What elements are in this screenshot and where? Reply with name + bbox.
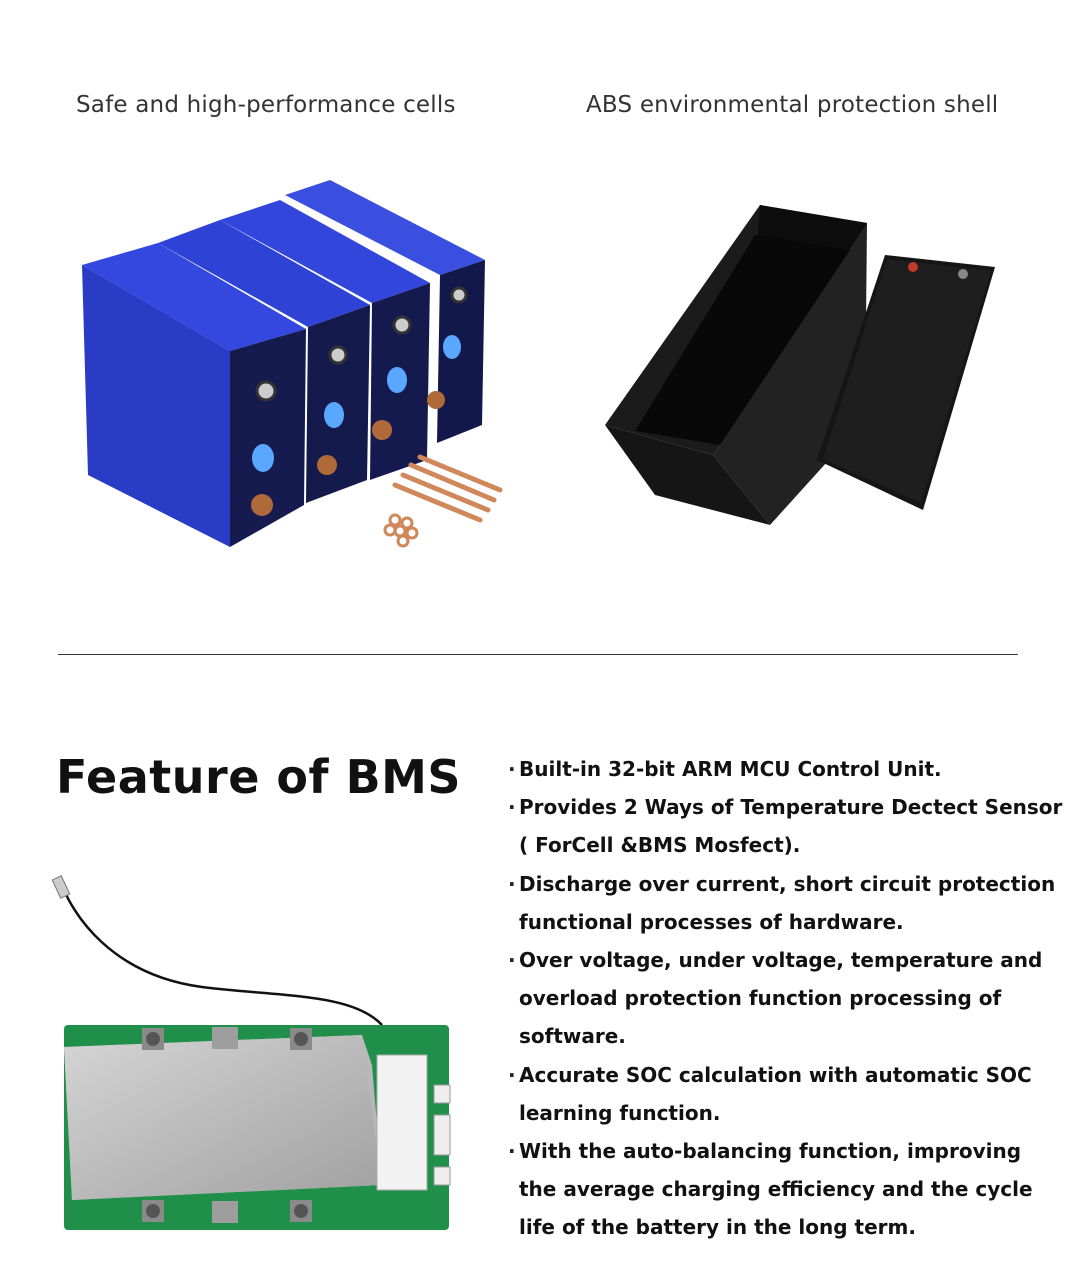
feature-text: functional processes of hardware. [519,909,904,934]
bms-board-image [52,875,457,1235]
feature-bullet: · [508,871,516,896]
feature-item [508,788,1068,864]
section-divider [58,654,1018,655]
feature-text: Discharge over current, short circuit protection [519,871,1056,896]
feature-item [508,865,1068,941]
feature-bullet: · [508,757,516,781]
feature-text: ( ForCell &BMS Mosfect). [519,833,801,858]
feature-bullet: · [508,1062,516,1087]
feature-text: life of the battery in the long term. [519,1215,916,1240]
bms-feature-list [508,750,1068,1247]
feature-text: the average charging efficiency and the cycle [519,1177,1033,1202]
bms-title: Feature of BMS [56,750,462,804]
feature-item [508,941,1068,1056]
feature-text: With the auto-balancing function, improving [519,1139,1022,1164]
feature-text: Accurate SOC calculation with automatic SOC [519,1062,1032,1087]
feature-bullet: · [508,1139,516,1164]
feature-bullet: · [508,948,516,973]
feature-text: Over voltage, under voltage, temperature and [519,948,1043,973]
feature-text: overload protection function processing of [519,986,1002,1011]
cells-caption: Safe and high-performance cells [76,92,456,118]
feature-item [508,1132,1068,1247]
shell-caption: ABS environmental protection shell [586,92,999,118]
feature-text: Built-in 32-bit ARM MCU Control Unit. [519,757,942,781]
feature-bullet: · [508,795,516,820]
feature-text: software. [519,1024,626,1049]
feature-text: learning function. [519,1100,721,1125]
feature-text: Provides 2 Ways of Temperature Dectect Sensor [519,795,1063,820]
abs-shell-image [595,195,1005,530]
battery-cells-image [70,175,510,560]
feature-item [508,750,1068,788]
feature-item [508,1056,1068,1132]
